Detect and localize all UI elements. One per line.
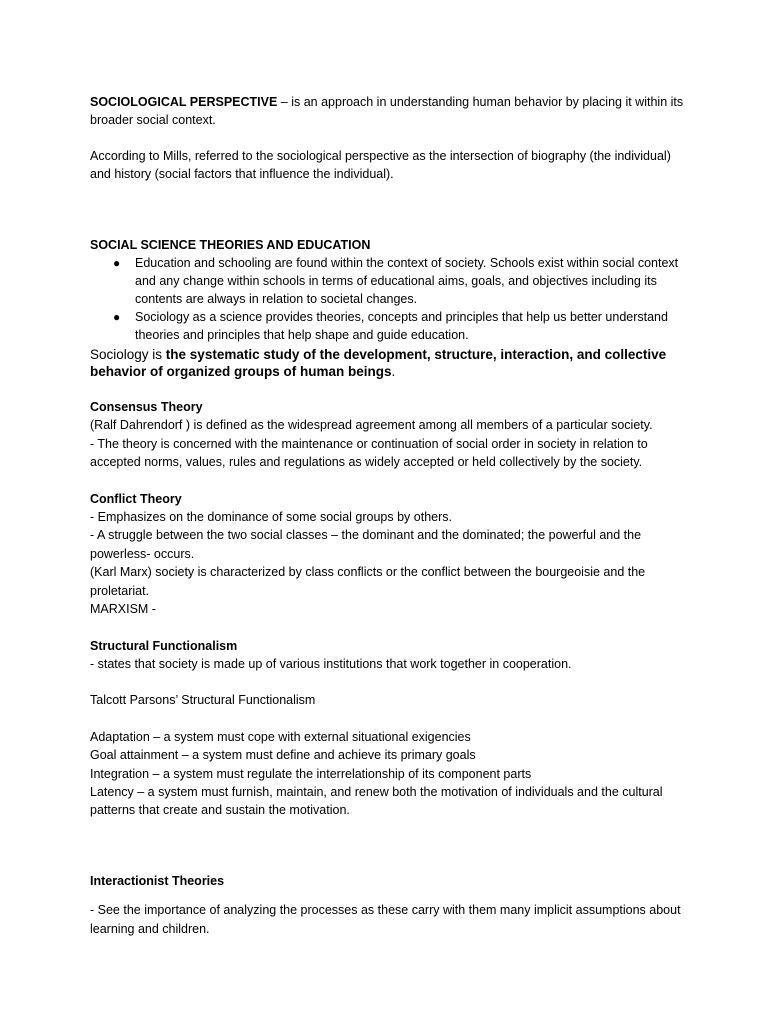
conflict-line: - Emphasizes on the dominance of some social groups by others. (90, 510, 452, 525)
education-bullet-list (90, 254, 688, 344)
consensus-theory-heading: Consensus Theory (90, 400, 203, 415)
sociology-definition: Sociology is the systematic study of the development, structure, interaction, and collective behavior of organized groups of human beings. (90, 347, 667, 380)
interactionist-line: - See the importance of analyzing the processes as these carry with them many implicit assumptions about learning and children. (90, 903, 681, 936)
conflict-theory-heading: Conflict Theory (90, 491, 182, 506)
agil-adaptation: Adaptation – a system must cope with external situational exigencies (90, 729, 471, 744)
parsons-line: Talcott Parsons’ Structural Functionalism (90, 693, 316, 708)
mills-paragraph: According to Mills, referred to the sociological perspective as the intersection of biography (the individual) and history (social factors that influence the individual). (90, 148, 671, 182)
consensus-line: - The theory is concerned with the maintenance or continuation of social order in society in relation to accepted norms, values, rules and regulations as widely accepted or held collectively by the society. (90, 436, 648, 470)
agil-goal-attainment: Goal attainment – a system must define and achieve its primary goals (90, 748, 476, 763)
consensus-line: (Ralf Dahrendorf ) is defined as the widespread agreement among all members of a particular society. (90, 418, 653, 433)
bullet-dot-icon: ● (113, 310, 121, 325)
bullet-dot-icon: ● (113, 256, 121, 271)
structural-line: - states that society is made up of various institutions that work together in cooperation. (90, 656, 572, 671)
agil-integration: Integration – a system must regulate the interrelationship of its component parts (90, 766, 532, 781)
agil-latency: Latency – a system must furnish, maintain, and renew both the motivation of individuals and the cultural patterns that create and sustain the motivation. (90, 784, 663, 818)
sociological-perspective-text: – is an approach in understanding human behavior by placing it within its broader social context. (90, 95, 684, 128)
conflict-line: (Karl Marx) society is characterized by class conflicts or the conflict between the bourgeoisie and the proletariat. (90, 565, 646, 598)
bullet-item: ● Education and schooling are found within the context of society. Schools exist within social context and any change within schools in terms of educational aims, goals, and objectives including its contents are always in relation to societal changes. (113, 256, 679, 307)
marxism-line: MARXISM - (90, 602, 156, 617)
sociological-perspective-heading: SOCIOLOGICAL PERSPECTIVE (90, 95, 278, 109)
sociological-perspective-paragraph (90, 93, 688, 130)
conflict-line: - A struggle between the two social classes – the dominant and the dominated; the powerful and the powerless- occurs. (90, 528, 642, 561)
interactionist-theories-heading: Interactionist Theories (90, 873, 225, 888)
bullet-item: ● Sociology as a science provides theories, concepts and principles that help us better understand theories and principles that help shape and guide education. (113, 310, 668, 343)
structural-functionalism-heading: Structural Functionalism (90, 638, 238, 653)
social-science-heading: SOCIAL SCIENCE THEORIES AND EDUCATION (90, 237, 371, 252)
